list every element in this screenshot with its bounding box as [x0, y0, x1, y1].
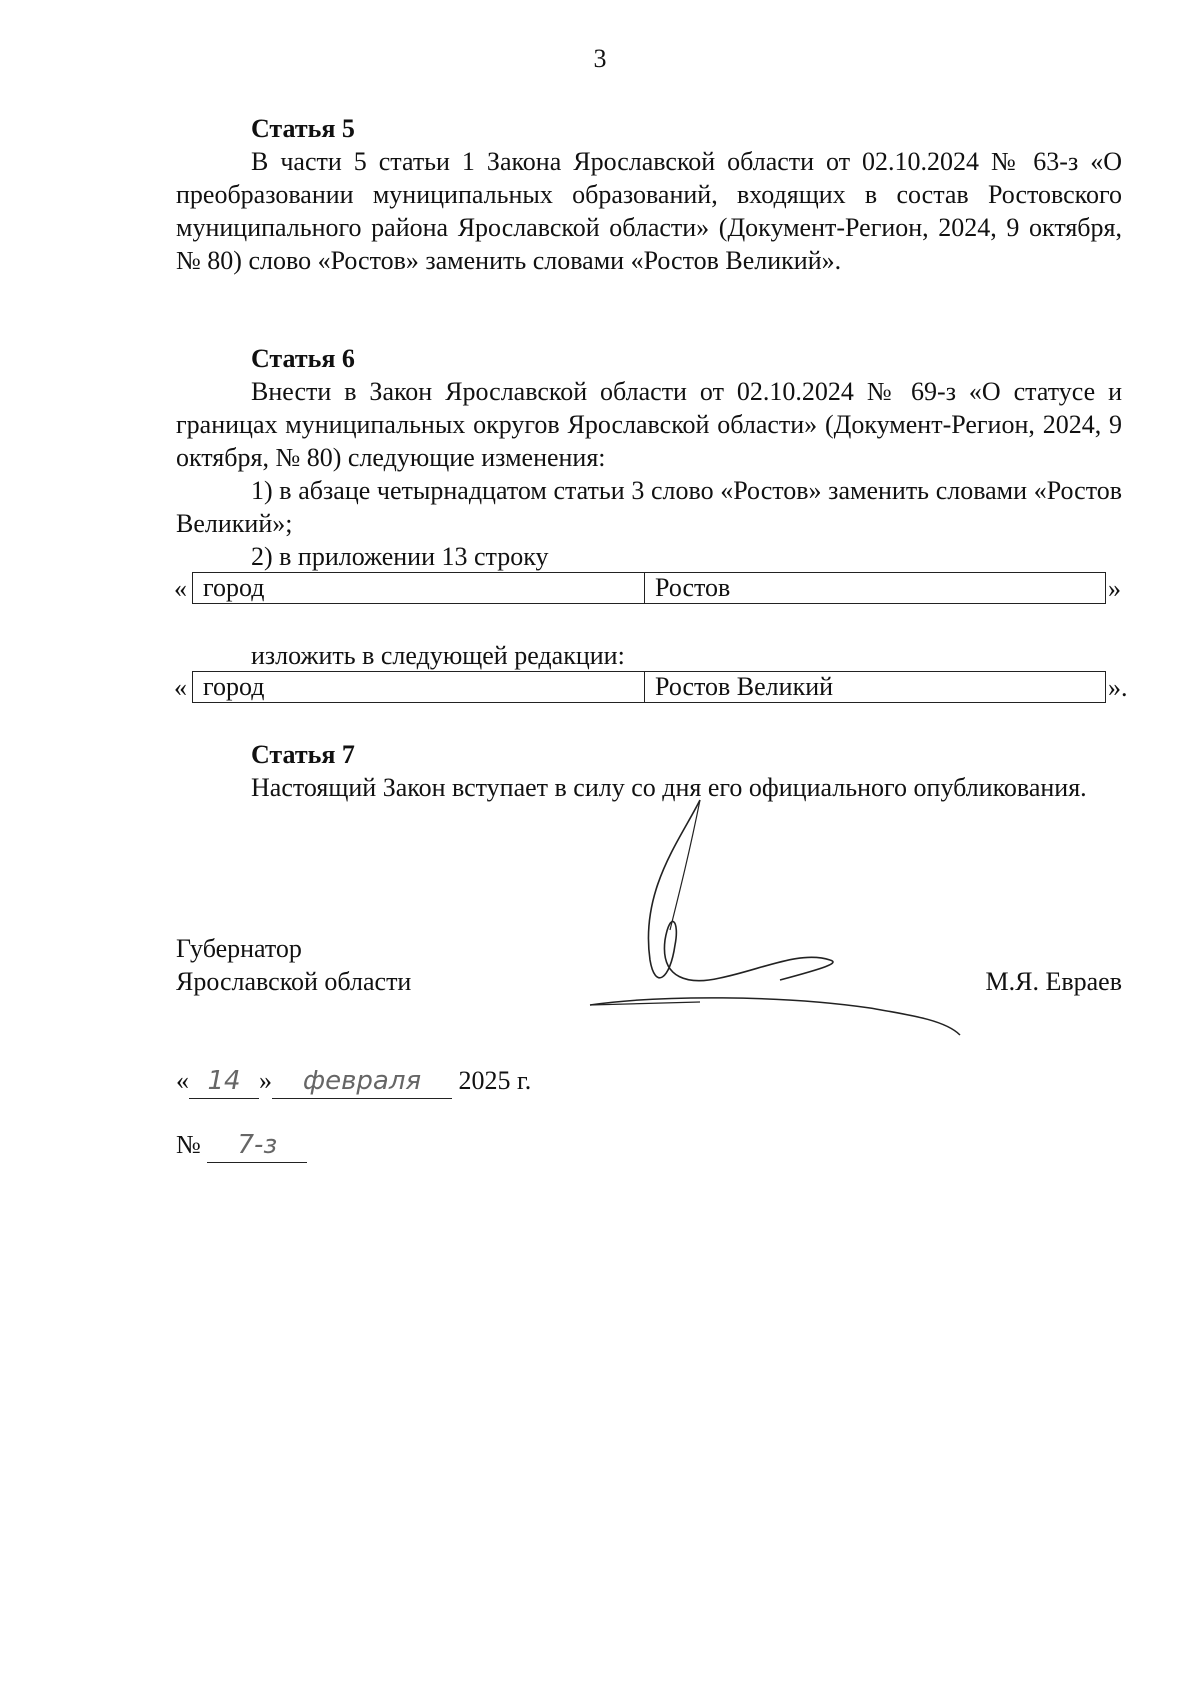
page-number: 3 — [593, 44, 607, 73]
law-number — [176, 1128, 307, 1163]
article-5-heading: Статья 5 — [251, 114, 355, 143]
signing-date — [176, 1064, 531, 1099]
old-row-col-2: Ростов — [655, 573, 731, 602]
date-year: 2025 г. — [458, 1066, 532, 1095]
number-value: 7-з — [207, 1129, 307, 1163]
signature-title-line-2: Ярославской области — [176, 967, 412, 996]
article-7-heading: Статья 7 — [251, 740, 355, 769]
old-row-close-quote: » — [1108, 574, 1121, 603]
new-row-col-2: Ростов Великий — [655, 672, 834, 701]
article-7-text: Настоящий Закон вступает в силу со дня его официального опубликования. — [251, 773, 1087, 802]
number-label: № — [176, 1130, 201, 1159]
article-5-text: В части 5 статьи 1 Закона Ярославской области от 02.10.2024 № 63-з «О преобразовании муниципальных образований, входящих в состав Ростовского муниципального района Ярославской области» (Документ-Регион, 2024, 9 октября, № 80) слово «Ростов» заменить словами «Ростов Великий». — [176, 147, 1122, 275]
new-row-open-quote: « — [174, 673, 187, 702]
handwritten-signature — [580, 780, 980, 1050]
date-month: февраля — [272, 1065, 452, 1099]
article-6-heading: Статья 6 — [251, 344, 355, 373]
old-row-col-1: город — [193, 573, 645, 603]
old-row-table — [192, 572, 1106, 604]
date-close-quote: » — [259, 1066, 272, 1095]
signature-title-line-1: Губернатор — [176, 934, 302, 963]
article-6-item-1: 1) в абзаце четырнадцатом статьи 3 слово «Ростов» заменить словами «Ростов Великий»; — [176, 476, 1122, 538]
new-row-col-1: город — [193, 672, 645, 702]
new-row-close-quote: ». — [1108, 673, 1128, 702]
new-row-table — [192, 671, 1106, 703]
article-6-restate: изложить в следующей редакции: — [251, 641, 625, 670]
article-6-intro: Внести в Закон Ярославской области от 02.10.2024 № 69-з «О статусе и границах муниципальных округов Ярославской области» (Документ-Регион, 2024, 9 октября, № 80) следующие изменения: — [176, 377, 1122, 472]
date-day: 14 — [189, 1065, 259, 1099]
old-row-open-quote: « — [174, 574, 187, 603]
date-open-quote: « — [176, 1066, 189, 1095]
article-6-item-2: 2) в приложении 13 строку — [251, 542, 549, 571]
signatory-name: М.Я. Евраев — [985, 967, 1122, 996]
